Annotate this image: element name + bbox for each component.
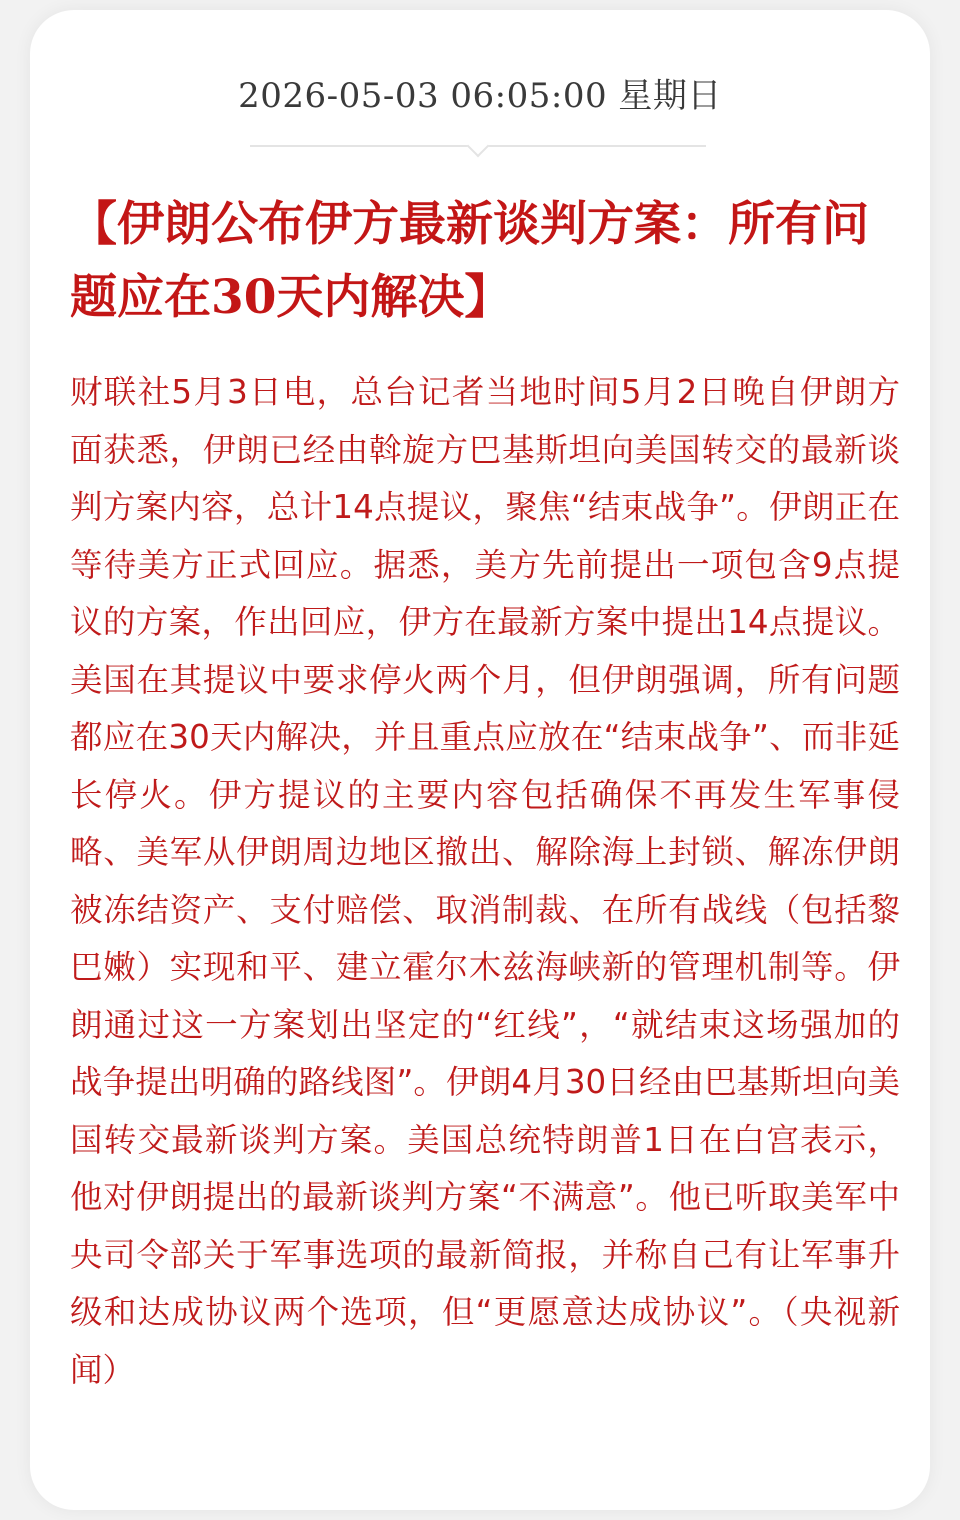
divider-notch bbox=[467, 135, 490, 158]
news-card bbox=[30, 10, 930, 1510]
publish-datetime: 2026-05-03 06:05:00 星期日 bbox=[238, 76, 722, 116]
article-body: 财联社5月3日电，总台记者当地时间5月2日晚自伊朗方面获悉，伊朗已经由斡旋方巴基斯坦向美国转交的最新谈判方案内容，总计14点提议，聚焦“结束战争”。伊朗正在等待美方正式回应。据悉，美方先前提出一项包含9点提议的方案，作出回应，伊方在最新方案中提出14点提议。美国在其提议中要求停火两个月，但伊朗强调，所有问题都应在30天内解决，并且重点应放在“结束战争”、而非延长停火。伊方提议的主要内容包括确保不再发生军事侵略、美军从伊朗周边地区撤出、解除海上封锁、解冻伊朗被冻结资产、支付赔偿、取消制裁、在所有战线（包括黎巴嫩）实现和平、建立霍尔木兹海峡新的管理机制等。伊朗通过这一方案划出坚定的“红线”，“就结束这场强加的战争提出明确的路线图”。伊朗4月30日经由巴基斯坦向美国转交最新谈判方案。美国总统特朗普1日在白宫表示，他对伊朗提出的最新谈判方案“不满意”。他已听取美军中央司令部关于军事选项的最新简报，并称自己有让军事升级和达成协议两个选项，但“更愿意达成协议”。（央视新闻） bbox=[70, 373, 900, 1389]
headline: 【伊朗公布伊方最新谈判方案：所有问题应在30天内解决】 bbox=[70, 197, 869, 325]
